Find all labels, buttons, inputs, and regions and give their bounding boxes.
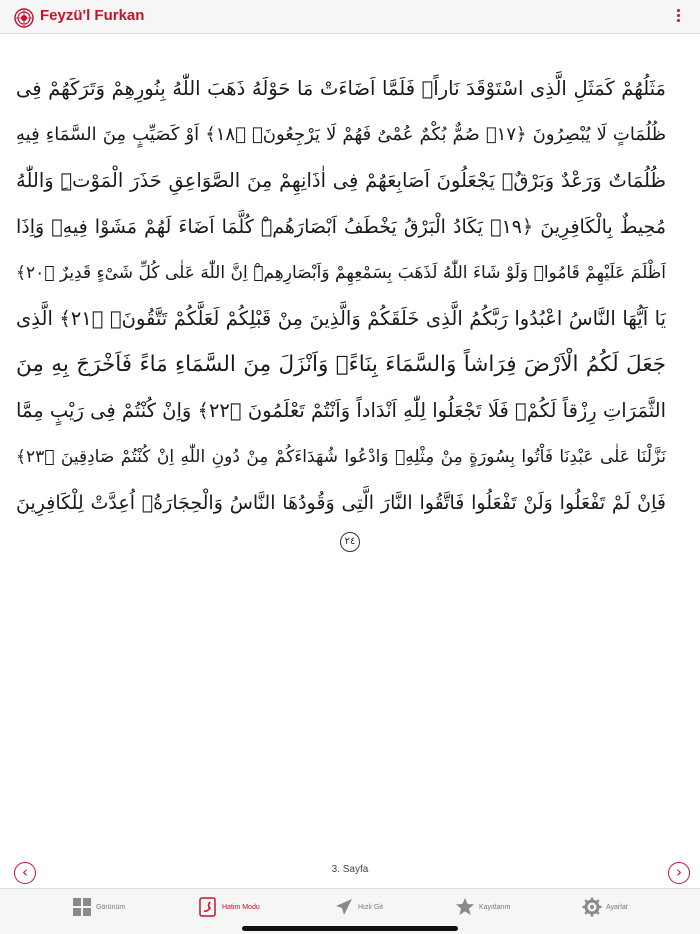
mushaf-page	[16, 66, 666, 556]
app-header	[0, 0, 700, 34]
next-page-button[interactable]: ›	[668, 862, 690, 884]
home-indicator[interactable]	[242, 926, 458, 931]
tab-label: Hatim Modu	[222, 904, 260, 911]
verse-line-4[interactable]: مُحِيطٌ بِالْكَافِرِينَ ﴿١٩﴾ يَكَادُ الْبَرْقُ يَخْطَفُ اَبْصَارَهُمْۜ كُلَّمَا اَضَاءَ لَهُمْ مَشَوْا فِيهِۙ وَاِذَا	[16, 216, 666, 238]
verse-line-3[interactable]: ظُلُمَاتٌ وَرَعْدٌ وَبَرْقٌۚ يَجْعَلُونَ اَصَابِعَهُمْ فِى اٰذَانِهِمْ مِنَ الصَّوَاعِقِ حَذَرَ الْمَوْتِۜ وَاللّٰهُ	[16, 169, 666, 192]
verse-line-8[interactable]: الثَّمَرَاتِ رِزْقاً لَكُمْۚ فَلَا تَجْعَلُوا لِلّٰهِ اَنْدَاداً وَاَنْتُمْ تَعْلَمُونَ ﴿٢٢﴾ وَاِنْ كُنْتُمْ فِى رَيْبٍ مِمَّا	[16, 399, 666, 422]
verse-line-1[interactable]: مَثَلُهُمْ كَمَثَلِ الَّذِى اسْتَوْقَدَ نَاراًۚ فَلَمَّا اَضَاءَتْ مَا حَوْلَهُ ذَهَبَ اللّٰهُ بِنُورِهِمْ وَتَرَكَهُمْ فِى	[16, 77, 666, 100]
page-navigation	[0, 858, 700, 884]
app-title: Feyzü'l Furkan	[40, 7, 145, 24]
verse-line-6[interactable]: يَا اَيُّهَا النَّاسُ اعْبُدُوا رَبَّكُمُ الَّذِى خَلَقَكُمْ وَالَّذِينَ مِنْ قَبْلِكُمْ لَعَلَّكُمْ تَتَّقُونَۙ ﴿٢١﴾ الَّذِى	[16, 307, 666, 330]
send-icon	[334, 897, 354, 917]
grid-icon	[72, 897, 92, 917]
logo-icon	[14, 8, 34, 28]
verse-line-5[interactable]: اَظْلَمَ عَلَيْهِمْ قَامُواۜ وَلَوْ شَاءَ اللّٰهُ لَذَهَبَ بِسَمْعِهِمْ وَاَبْصَارِهِمْۜ اِنَّ اللّٰهَ عَلٰى كُلِّ شَىْءٍ قَدِيرٌ ﴿٢٠﴾	[16, 263, 666, 283]
gear-icon	[582, 897, 602, 917]
verse-line-7[interactable]: جَعَلَ لَكُمُ الْاَرْضَ فِرَاشاً وَالسَّمَاءَ بِنَاءًۖ وَاَنْزَلَ مِنَ السَّمَاءِ مَاءً فَاَخْرَجَ بِهِ مِنَ	[16, 352, 666, 377]
verse-line-2[interactable]: ظُلُمَاتٍ لَا يُبْصِرُونَ ﴿١٧﴾ صُمٌّ بُكْمٌ عُمْىٌ فَهُمْ لَا يَرْجِعُونَۙ ﴿١٨﴾ اَوْ كَصَيِّبٍ مِنَ السَّمَاءِ فِيهِ	[16, 124, 666, 145]
tab-label: Görünüm	[96, 904, 126, 911]
star-icon	[455, 897, 475, 917]
page-number-label: 3. Sayfa	[331, 864, 369, 875]
verse-line-10[interactable]: فَاِنْ لَمْ تَفْعَلُوا وَلَنْ تَفْعَلُوا فَاتَّقُوا النَّارَ الَّتِى وَقُودُهَا النَّاسُ وَالْحِجَارَةُۚ اُعِدَّتْ لِلْكَافِرِينَ	[16, 492, 666, 514]
more-menu-icon[interactable]	[674, 9, 682, 27]
book-icon	[198, 897, 218, 917]
verse-end-marker: ٢٤	[340, 532, 360, 552]
tab-label: Hızlı Git	[358, 904, 383, 911]
tab-label: Ayarlar	[606, 904, 629, 911]
verse-line-9[interactable]: نَزَّلْنَا عَلٰى عَبْدِنَا فَاْتُوا بِسُورَةٍ مِنْ مِثْلِهِۖ وَادْعُوا شُهَدَاءَكُمْ مِنْ دُونِ اللّٰهِ اِنْ كُنْتُمْ صَادِقِينَ ﴿٢٣﴾	[16, 447, 666, 467]
tab-label: Kayıtlarım	[479, 904, 511, 911]
previous-page-button[interactable]: ‹	[14, 862, 36, 884]
